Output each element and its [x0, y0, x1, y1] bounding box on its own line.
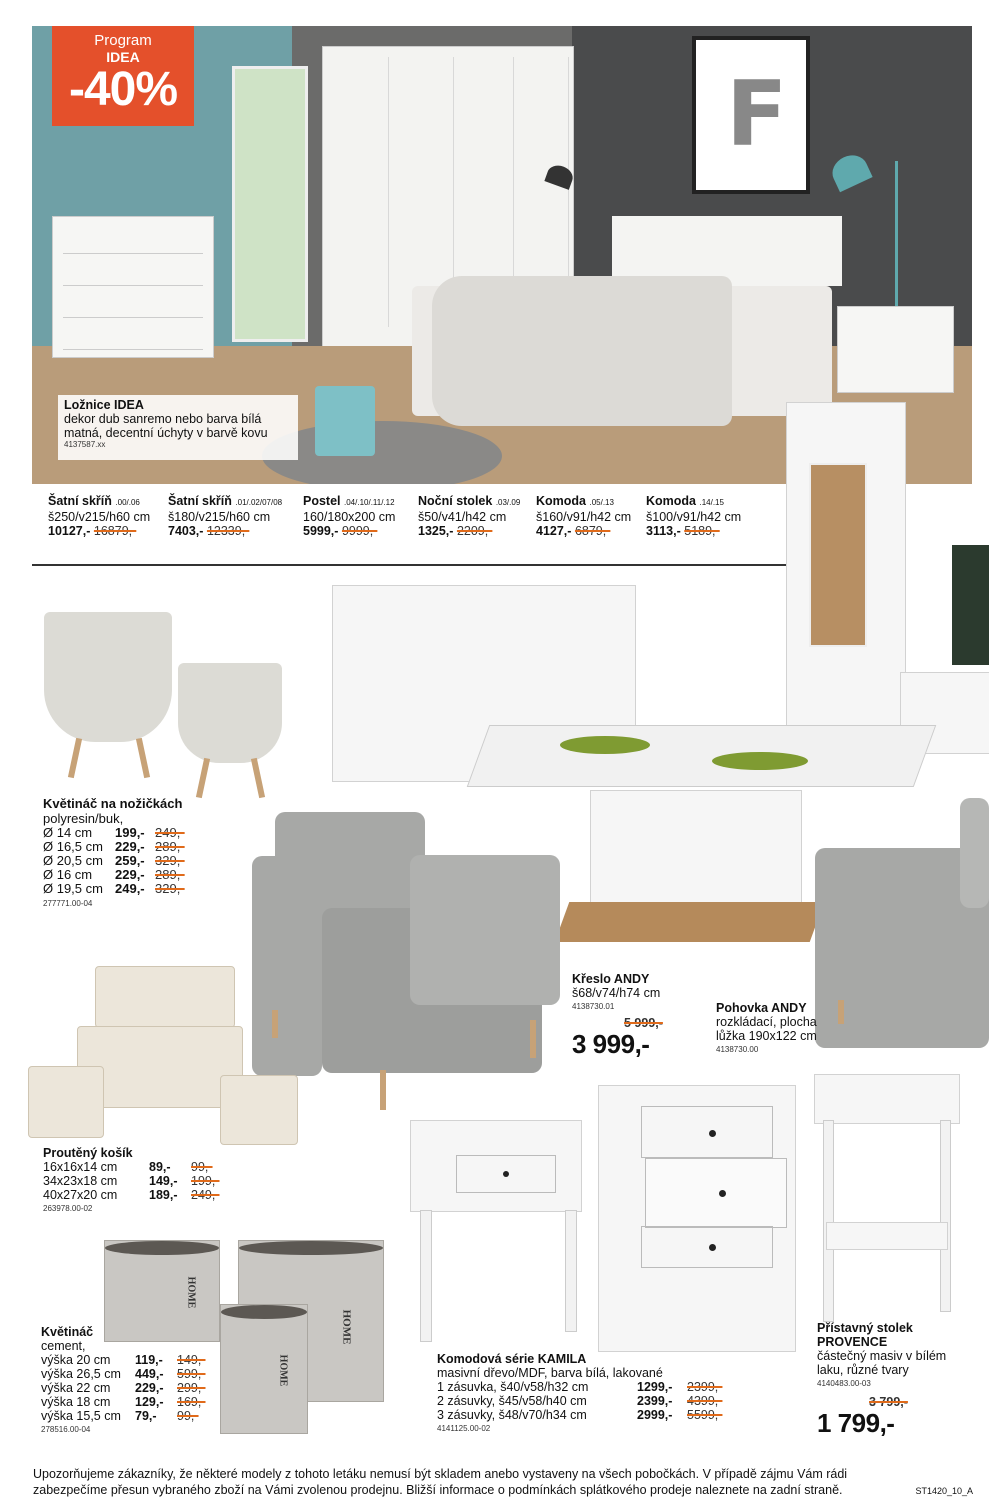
kamila-1-drawer-illustration [410, 1120, 582, 1212]
product-title: Křeslo ANDY [572, 972, 650, 986]
planter-text-block: Květináč na nožičkách polyresin/buk, Ø 14 cm 199,- 249,- Ø 16,5 cm 229,- 289,- Ø 20,5 cm 259,- 329,- Ø 16 cm 229,- 289,- Ø 19,5 cm 249,- 329,- 277771.00-04 [43, 796, 205, 911]
green-plate [712, 752, 808, 770]
nightstand-illustration [837, 306, 954, 393]
wicker-basket-small-top [95, 966, 235, 1028]
product-title: Pohovka ANDY [716, 1001, 807, 1015]
bar-item: Šatní skříň .01/.02/07/08 š180/v215/h60 cm 7403,- 12339,- [168, 494, 283, 538]
tv-illustration [952, 545, 989, 665]
bar-item: Komoda .05/.13 š160/v91/h42 cm 4127,- 6879,- [536, 494, 632, 538]
provence-shelf [826, 1222, 948, 1250]
provence-text-block: Přístavný stolek PROVENCE částečný masiv v bílém laku, různé tvary 4140483.00-03 3 799,- 1 799,- [817, 1321, 967, 1437]
footer-disclaimer: Upozorňujeme zákazníky, že některé modely z tohoto letáku nemusí být skladem anebo vystaveny na všech pobočkách. V případě zájmu Vám rádi zabezpečíme přesun vybraného zboží na Vámi zvolenou prodejnu. Bližší informace o podmínkách splátkového prodeje naleznete na zadní straně. [33, 1467, 848, 1497]
bedroom-price-bar [32, 484, 788, 566]
cement-pot-illustration: HOME [238, 1240, 384, 1402]
cement-pot-illustration: HOME [220, 1304, 308, 1434]
bar-item: Postel .04/.10/.11/.12 160/180x200 cm 5999,- 9999,- [303, 494, 396, 538]
hero-caption: Ložnice IDEA dekor dub sanremo nebo barva bílá matná, decentní úchyty v barvě kovu 4137587.xx [58, 395, 298, 460]
sofa-text-block: Pohovka ANDY rozkládací, plocha lůžka 190x122 cm 4138730.00 [716, 1001, 817, 1054]
wall-art-frame: F [692, 36, 810, 194]
legged-planter-large [44, 612, 172, 742]
cement-pot-illustration: HOME [104, 1240, 220, 1342]
provence-table-top [814, 1074, 960, 1124]
product-title: Přístavný stolek [817, 1321, 913, 1335]
bar-item: Noční stolek .03/.09 š50/v41/h42 cm 1325,- 2209,- [418, 494, 521, 538]
product-title: Květináč [41, 1325, 94, 1339]
page-code: ST1420_10_A [915, 1486, 973, 1496]
showcase-cabinet-illustration [786, 402, 906, 734]
bar-item: Komoda .14/.15 š100/v91/h42 cm 3113,- 5189,- [646, 494, 742, 538]
armchair-price: 3 999,- [572, 1029, 650, 1059]
armchair-text-block: Křeslo ANDY š68/v74/h74 cm 4138730.01 5 999,- 3 999,- [572, 972, 663, 1059]
dresser-illustration [52, 216, 214, 358]
armchair-arm [410, 855, 560, 1005]
kamila-3-drawer-illustration [598, 1085, 796, 1352]
provence-price: 1 799,- [817, 1408, 895, 1438]
armchair-arm [252, 856, 322, 1076]
dining-table-top [467, 725, 937, 787]
legged-planter-small [178, 663, 282, 763]
cement-pot-text-block: Květináč cement, výška 20 cm 119,- 149,- výška 26,5 cm 449,- 599,- výška 22 cm 229,- 299,- výška 18 cm 129,- 169,- výška 15,5 cm 79,- 99,- 278516.00-04 [41, 1325, 227, 1437]
bar-item: Šatní skříň .00/.06 š250/v215/h60 cm 10127,- 16879,- [48, 494, 151, 538]
table-wood-base [555, 902, 825, 942]
basket-text-block: Proutěný košík 16x16x14 cm 89,- 99,- 34x23x18 cm 149,- 199,- 40x27x20 cm 189,- 249,- 263978.00-02 [43, 1146, 241, 1216]
product-title: Komodová série KAMILA [437, 1352, 587, 1366]
discount-badge: Program IDEA -40% [52, 26, 194, 126]
green-plate [560, 736, 650, 754]
wicker-basket-mini [220, 1075, 298, 1145]
wicker-basket-mini [28, 1066, 104, 1138]
product-title: Květináč na nožičkách [43, 796, 183, 811]
product-title: Proutěný košík [43, 1146, 133, 1160]
kamila-text-block: Komodová série KAMILA masivní dřevo/MDF, barva bílá, lakované 1 zásuvka, š40/v58/h32 cm 1299,- 2399,- 2 zásuvky, š45/v58/h40 cm 2399,- 4399,- 3 zásuvky, š48/v70/h34 cm 2999,- 5599,- 4141125.00-02 [437, 1352, 743, 1436]
